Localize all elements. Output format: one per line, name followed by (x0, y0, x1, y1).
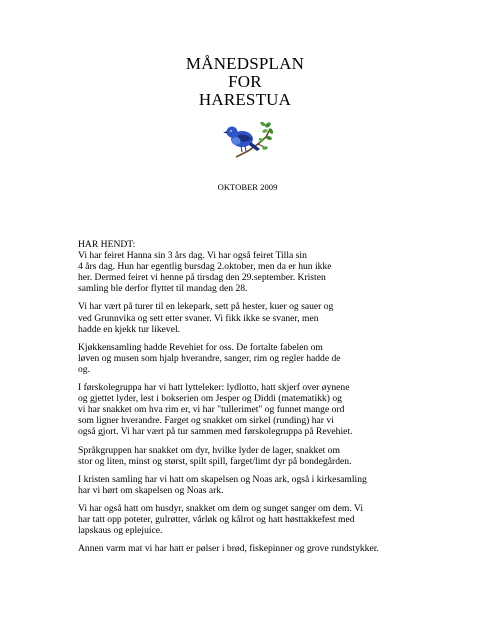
text-line: som ligner hverandre. Farget og snakket om sirkel (runding) har vi (78, 415, 334, 427)
text-line: og. (78, 363, 90, 375)
text-line: lapskaus og eplejuice. (78, 525, 163, 537)
text-line: ved Grunnvika og sett etter svaner. Vi fikk ikke se svaner, men (78, 312, 319, 324)
title-line: FOR (228, 72, 262, 91)
text-line: Språkgruppen har snakket om dyr, hvilke lyder de lager, snakket om (78, 444, 340, 456)
document-title (155, 55, 335, 109)
title-line: HARESTUA (198, 90, 292, 109)
document-body (78, 239, 418, 561)
document-date: OKTOBER 2009 (217, 182, 278, 192)
text-line: Kjøkkensamling hadde Revehiet for oss. De fortalte fabelen om (78, 341, 323, 353)
paragraph (78, 474, 418, 496)
text-line: har vi hørt om skapelsen og Noas ark. (78, 484, 224, 496)
paragraph (78, 503, 418, 536)
text-line: har tatt opp poteter, gulrøtter, vårløk og kålrot og hatt høsttakkefest med (78, 513, 355, 525)
text-line: samling ble derfor flyttet til mandag den 28. (78, 283, 248, 295)
text-line: Annen varm mat vi har hatt er pølser i brød, fiskepinner og grove rundstykker. (78, 543, 379, 555)
text-line: også gjort. Vi har vært på tur sammen med førskolegruppa på Revehiet. (78, 426, 353, 438)
text-line: stor og liten, minst og størst, spilt spill, farget/limt dyr på bondegården. (78, 455, 352, 467)
text-line: og gjettet lyder, lest i bokserien om Jesper og Diddi (matematikk) og (78, 393, 342, 405)
text-line: Vi har feiret Hanna sin 3 års dag. Vi har også feiret Tilla sin (78, 250, 307, 262)
text-line: I førskolegruppa har vi hatt lytteleker: lydlotto, hatt skjerf over øynene (78, 382, 350, 394)
paragraph (78, 543, 418, 554)
text-line: her. Dermed feiret vi henne på tirsdag den 29.september. Kristen (78, 272, 326, 284)
text-line: løven og musen som hjalp hverandre, sanger, rim og regler hadde de (78, 352, 341, 364)
text-line: hadde en kjekk tur likevel. (78, 323, 181, 335)
paragraph (78, 382, 418, 437)
text-line: vi har snakket om hva rim er, vi har "tullerimet" og funnet mange ord (78, 404, 345, 416)
title-line: MÅNEDSPLAN (185, 54, 305, 73)
text-line: I kristen samling har vi hatt om skapelsen og Noas ark, også i kirkesamling (78, 473, 367, 485)
paragraph (78, 445, 418, 467)
section-heading: HAR HENDT: (78, 239, 136, 250)
text-line: Vi har vært på turer til en lekepark, sett på hester, kuer og sauer og (78, 301, 334, 313)
bluebird-on-branch-icon (222, 117, 274, 163)
paragraph (78, 342, 418, 375)
text-line: 4 års dag. Hun har egentlig bursdag 2.oktober, men da er hun ikke (78, 261, 332, 273)
paragraph (78, 250, 418, 294)
paragraph (78, 301, 418, 334)
text-line: Vi har også hatt om husdyr, snakket om dem og sunget sanger om dem. Vi (78, 502, 363, 514)
